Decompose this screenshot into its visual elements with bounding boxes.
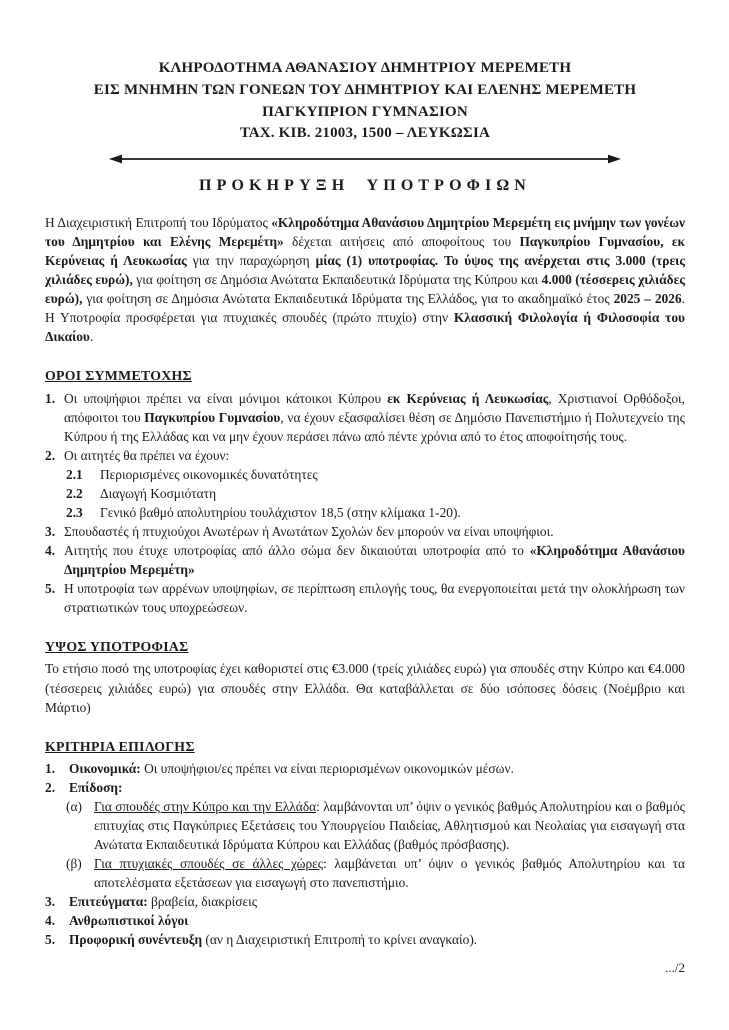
list-item <box>45 778 685 797</box>
list-item <box>45 522 685 541</box>
org-school-line: ΠΑΓΚΥΠΡΙΟΝ ΓΥΜΝΑΣΙΟΝ <box>262 103 468 120</box>
org-address-line: ΤΑΧ. ΚΙΒ. 21003, 1500 – ΛΕΥΚΩΣΙΑ <box>239 125 491 142</box>
item-text: Οι αιτητές θα πρέπει να έχουν: <box>64 447 230 463</box>
list-item <box>45 930 685 949</box>
sub-item-number: (α) <box>66 799 82 815</box>
sub-list-item <box>66 503 685 522</box>
list-item <box>45 892 685 911</box>
item-number: 5. <box>45 580 56 596</box>
sub-item-number: 2.3 <box>66 504 83 520</box>
sub-item-number: 2.1 <box>66 466 83 482</box>
intro-paragraph: Η Διαχειριστική Επιτροπή του Ιδρύματος «Κληροδότημα Αθανάσιου Δημητρίου Μερεμέτη εις μνήμην των γονέων του Δημητρίου και Ελένης Μερεμέτη» δέχεται αιτήσεις από αποφοίτους του Παγκυπρίου Γυμνασίου, εκ Κερύνειας ή Λευκωσίας για την παραχώρηση μίας (1) υποτροφίας. Το ύψος της ανέρχεται στις 3.000 (τρεις χιλιάδες ευρώ), για φοίτηση σε Δημόσια Ανώτατα Εκπαιδευτικά Ιδρύματα της Κύπρου και 4.000 (τέσσερεις χιλιάδες ευρώ), για φοίτηση σε Δημόσια Ανώτατα Εκπαιδευτικά Ιδρύματα της Ελλάδος, για το ακαδημαϊκό έτος 2025 – 2026. Η Υποτροφία προσφέρεται για πτυχιακές σπουδές (πρώτο πτυχίο) στην Κλασσική Φιλολογία ή Φιλοσοφία του Δικαίου. <box>45 214 686 344</box>
sub-list-item <box>66 854 685 892</box>
list-item <box>45 446 685 465</box>
item-number: 5. <box>45 932 56 948</box>
item-text: Αιτητής που έτυχε υποτροφίας από άλλο σώμα δεν δικαιούται υποτροφία από το «Κληροδότημα Αθανάσιου Δημητρίου Μερεμέτη» <box>64 542 686 577</box>
item-text: Προφορική συνέντευξη (αν η Διαχειριστική Επιτροπή το κρίνει αναγκαίο). <box>69 932 478 948</box>
item-number: 1. <box>45 390 56 406</box>
list-item <box>45 911 685 930</box>
sub-item-text: Για πτυχιακές σπουδές σε άλλες χώρες: λαμβάνεται υπ’ όψιν ο γενικός βαθμός Απολυτηρίου και τα αποτελέσματα εξετάσεων για εισαγωγή στο πανεπιστήμιο. <box>94 856 686 891</box>
list-item <box>45 759 685 778</box>
item-text: Η υποτροφία των αρρένων υποψηφίων, σε περίπτωση επιλογής τους, θα ενεργοποιείται μετά την ολοκλήρωση των στρατιωτικών τους υποχρεώσεων. <box>64 580 685 615</box>
list-item <box>45 579 685 617</box>
sub-item-text: Για σπουδές στην Κύπρο και την Ελλάδα: λαμβάνονται υπ’ όψιν ο γενικός βαθμός Απολυτηρίου και ο βαθμός επιτυχίας στις Παγκύπριες Εξετάσεις του Υπουργείου Παιδείας, Αθλητισμού και Νεολαίας για εισαγωγή στα Ανώτατα Εκπαιδευτικά Ιδρύματα Κύπρου και Ελλάδας (βαθμός πρόσβασης). <box>94 799 685 853</box>
org-memorial-line: ΕΙΣ ΜΝΗΜΗΝ ΤΩΝ ΓΟΝΕΩΝ ΤΟΥ ΔΗΜΗΤΡΙΟΥ ΚΑΙ ΕΛΕΝΗΣ ΜΕΡΕΜΕΤΗ <box>93 81 637 98</box>
sub-list-item <box>66 484 685 503</box>
document-header <box>45 58 685 198</box>
sub-item-number: 2.2 <box>66 485 83 501</box>
terms-heading: ΟΡΟΙ ΣΥΜΜΕΤΟΧΗΣ <box>45 367 192 383</box>
item-text: Ανθρωπιστικοί λόγοι <box>69 913 189 929</box>
criteria-heading: ΚΡΙΤΗΡΙΑ ΕΠΙΛΟΓΗΣ <box>45 738 195 754</box>
section-criteria <box>45 737 685 950</box>
section-amount <box>45 637 685 717</box>
item-number: 1. <box>45 761 56 777</box>
item-text: Επίδοση: <box>69 780 123 796</box>
item-number: 3. <box>45 523 56 539</box>
sub-list-item <box>66 797 685 854</box>
item-text: Σπουδαστές ή πτυχιούχοι Ανωτέρων ή Ανωτάτων Σχολών δεν μπορούν να είναι υποψήφιοι. <box>64 523 554 539</box>
item-text: Οικονομικά: Οι υποψήφιοι/ες πρέπει να είναι περιορισμένων οικονομικών μέσων. <box>69 761 514 777</box>
divider <box>109 152 621 166</box>
sub-list-item <box>66 465 685 484</box>
item-number: 4. <box>45 542 56 558</box>
amount-heading: ΥΨΟΣ ΥΠΟΤΡΟΦΙΑΣ <box>45 638 189 654</box>
item-number: 2. <box>45 447 56 463</box>
item-text: Οι υποψήφιοι πρέπει να είναι μόνιμοι κάτοικοι Κύπρου εκ Κερύνειας ή Λευκωσίας, Χριστιανοί Ορθόδοξοι, απόφοιτοι του Παγκυπρίου Γυμνασίου, να έχουν εξασφαλίσει θέση σε Δημόσιο Πανεπιστήμιο ή Πολυτεχνείο της Κύπρου ή της Ελλάδας και να μην έχουν περάσει πάνω από πέντε χρόνια από το έτος αποφοίτησής τους. <box>64 390 685 444</box>
sub-item-text: Διαγωγή Κοσμιότατη <box>100 485 217 501</box>
section-terms <box>45 366 685 617</box>
org-name-line: ΚΛΗΡΟΔΟΤΗΜΑ ΑΘΑΝΑΣΙΟΥ ΔΗΜΗΤΡΙΟΥ ΜΕΡΕΜΕΤΗ <box>158 60 572 76</box>
amount-paragraph: Το ετήσιο ποσό της υποτροφίας έχει καθοριστεί στις €3.000 (τρείς χιλιάδες ευρώ) για σπουδές στην Κύπρο και €4.000 (τέσσερεις χιλιάδες ευρώ) για σπουδές στην Ελλάδα. Θα καταβάλλεται σε δύο ισόποσες δόσεις (Νοέμβριο και Μάρτιο) <box>45 661 685 715</box>
sub-item-number: (β) <box>66 856 82 872</box>
item-number: 4. <box>45 913 56 929</box>
item-text: Επιτεύγματα: βραβεία, διακρίσεις <box>69 894 258 910</box>
page-number: .../2 <box>665 960 685 976</box>
sub-item-text: Περιορισμένες οικονομικές δυνατότητες <box>100 466 318 482</box>
list-item <box>45 541 685 579</box>
double-headed-arrow-icon <box>109 152 621 166</box>
sub-item-text: Γενικό βαθμό απολυτηρίου τουλάχιστον 18,5 (στην κλίμακα 1-20). <box>100 504 461 520</box>
list-item <box>45 389 685 446</box>
item-number: 3. <box>45 894 56 910</box>
page-title: ΠΡΟΚΗΡΥΞΗ ΥΠΟΤΡΟΦΙΩΝ <box>199 177 531 194</box>
item-number: 2. <box>45 780 56 796</box>
